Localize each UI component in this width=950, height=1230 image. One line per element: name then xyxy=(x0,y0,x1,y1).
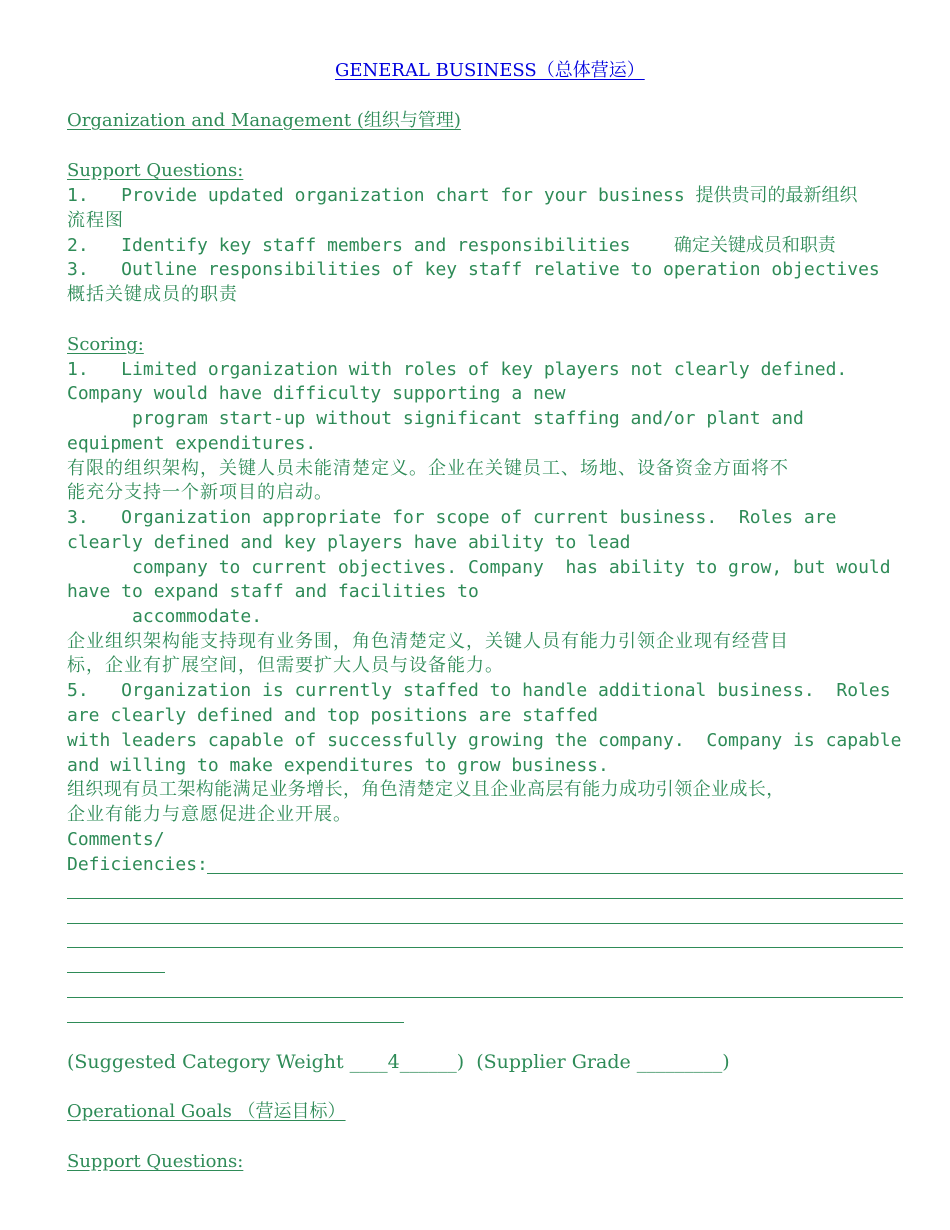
scoring-3-line-3: company to current objectives. Company has ability to grow, but would xyxy=(132,557,891,578)
section-heading-operational-goals: Operational Goals （营运目标） xyxy=(67,1101,346,1122)
comments-line-6[interactable] xyxy=(67,997,903,998)
support-question-1-cont: 流程图 xyxy=(67,210,124,231)
comments-line-2[interactable] xyxy=(67,898,903,899)
comments-label: Comments/ xyxy=(67,829,165,850)
page-title: GENERAL BUSINESS（总体营运） xyxy=(335,60,645,81)
support-questions-label: Support Questions: xyxy=(67,160,244,181)
support-question-3-cont: 概括关键成员的职责 xyxy=(67,284,238,305)
support-question-1: 1. Provide updated organization chart for your business 提供贵司的最新组织 xyxy=(67,185,858,206)
scoring-3-chinese-1: 企业组织架构能支持现有业务围，角色清楚定义，关键人员有能力引领企业现有经营目 xyxy=(67,631,789,652)
scoring-5-line-4: and willing to make expenditures to grow business. xyxy=(67,755,609,776)
scoring-3-chinese-2: 标，企业有扩展空间，但需要扩大人员与设备能力。 xyxy=(67,655,504,676)
scoring-3-line-1: 3. Organization appropriate for scope of current business. Roles are xyxy=(67,507,837,528)
scoring-3-line-4: have to expand staff and facilities to xyxy=(67,581,479,602)
section-heading-organization: Organization and Management (组织与管理) xyxy=(67,110,461,131)
scoring-3-line-2: clearly defined and key players have ability to lead xyxy=(67,532,631,553)
deficiencies-label: Deficiencies: xyxy=(67,854,208,875)
scoring-1-chinese-1: 有限的组织架构，关键人员未能清楚定义。企业在关键员工、场地、设备资金方面将不 xyxy=(67,458,789,479)
support-question-2: 2. Identify key staff members and responsibilities 确定关键成员和职责 xyxy=(67,235,836,256)
comments-line-4[interactable] xyxy=(67,947,903,948)
scoring-1-line-1: 1. Limited organization with roles of key players not clearly defined. xyxy=(67,359,848,380)
scoring-5-chinese-2: 企业有能力与意愿促进企业开展。 xyxy=(67,804,352,825)
comments-line-1[interactable] xyxy=(207,873,903,874)
scoring-5-line-2: are clearly defined and top positions are staffed xyxy=(67,705,599,726)
scoring-1-chinese-2: 能充分支持一个新项目的启动。 xyxy=(67,482,333,503)
scoring-1-line-4: equipment expenditures. xyxy=(67,433,317,454)
support-questions-label-2: Support Questions: xyxy=(67,1151,244,1172)
scoring-5-line-3: with leaders capable of successfully growing the company. Company is capable xyxy=(67,730,902,751)
comments-line-5[interactable] xyxy=(67,972,165,973)
scoring-1-line-2: Company would have difficulty supporting a new xyxy=(67,383,566,404)
comments-line-7[interactable] xyxy=(67,1022,404,1023)
category-weight-line: (Suggested Category Weight ____4______) (Supplier Grade _________) xyxy=(67,1051,730,1073)
scoring-5-line-1: 5. Organization is currently staffed to handle additional business. Roles xyxy=(67,680,891,701)
comments-line-3[interactable] xyxy=(67,923,903,924)
scoring-label: Scoring: xyxy=(67,334,144,355)
support-question-3: 3. Outline responsibilities of key staff relative to operation objectives xyxy=(67,259,880,280)
scoring-5-chinese-1: 组织现有员工架构能满足业务增长，角色清楚定义且企业高层有能力成功引领企业成长， xyxy=(67,779,785,800)
scoring-3-line-5: accommodate. xyxy=(132,606,263,627)
scoring-1-line-3: program start-up without significant staffing and/or plant and xyxy=(132,408,804,429)
